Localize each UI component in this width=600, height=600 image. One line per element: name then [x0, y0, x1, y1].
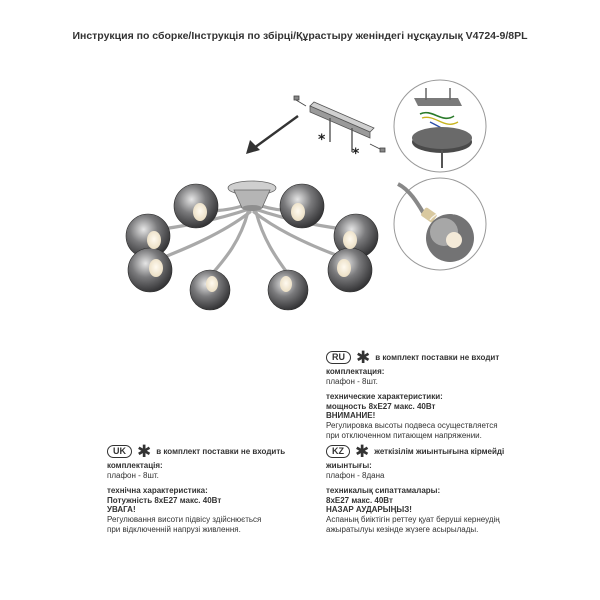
uk-not-included-note: в комплект поставки не входить: [156, 446, 286, 456]
uk-info-block: [107, 441, 286, 534]
uk-line: УВАГА!: [107, 505, 136, 515]
chandelier-illustration: [112, 172, 392, 322]
kz-line: ажыратылуы кезінде жүзеге асырылады.: [326, 524, 479, 534]
svg-text:*: *: [352, 146, 360, 162]
asterisk-icon: ✱: [355, 441, 370, 461]
kz-line: НАЗАР АУДАРЫҢЫЗ!: [326, 505, 412, 515]
ru-line: Регулировка высоты подвеса осуществляется: [326, 420, 498, 430]
kz-line: плафон - 8дана: [326, 470, 385, 480]
page-title: Инструкция по сборке/Інструкція по збірці/Құрастыру женіндегі нұсқаулық V4724-9/8PL: [72, 30, 528, 42]
ru-line: мощность 8хЕ27 макс. 40Вт: [326, 401, 436, 411]
ru-info-block: [326, 347, 500, 440]
asterisk-icon: ✱: [356, 347, 371, 367]
kz-line: Аспаның биіктігін реттеу қуат беруші кернеудің: [326, 514, 500, 524]
ru-line: плафон - 8шт.: [326, 376, 378, 386]
kz-not-included-note: жеткізілім жиынтығына кірмейді: [374, 446, 505, 456]
shade-detail-illustration: [392, 176, 488, 272]
uk-line: технічна характеристика:: [107, 486, 208, 496]
kz-line: 8хЕ27 макс. 40Вт: [326, 495, 393, 505]
asterisk-icon: ✱: [137, 441, 152, 461]
ru-language-badge: RU: [326, 351, 351, 364]
uk-line: при відключенній напрузі живлення.: [107, 524, 241, 534]
svg-text:*: *: [318, 132, 326, 148]
kz-header: [326, 441, 505, 461]
wiring-illustration: [392, 78, 488, 174]
ru-not-included-note: в комплект поставки не входит: [375, 352, 500, 362]
uk-line: комплектація:: [107, 461, 163, 470]
mounting-bracket-illustration: [290, 92, 390, 164]
kz-language-badge: KZ: [326, 445, 350, 458]
uk-language-badge: UK: [107, 445, 132, 458]
kz-line: техникалық сипаттамалары:: [326, 486, 441, 496]
uk-header: [107, 441, 286, 461]
ru-line: технические характеристики:: [326, 392, 443, 402]
uk-line: плафон - 8шт.: [107, 470, 159, 480]
ru-line: комплектация:: [326, 367, 385, 376]
ru-line: при отключенном питающем напряжении.: [326, 430, 482, 440]
ru-header: [326, 347, 500, 367]
ru-line: ВНИМАНИЕ!: [326, 411, 376, 421]
kz-line: жиынтығы:: [326, 461, 372, 470]
kz-info-block: [326, 441, 505, 534]
uk-line: Потужність 8хЕ27 макс. 40Вт: [107, 495, 222, 505]
uk-line: Регулювання висоти підвісу здійснюється: [107, 514, 262, 524]
